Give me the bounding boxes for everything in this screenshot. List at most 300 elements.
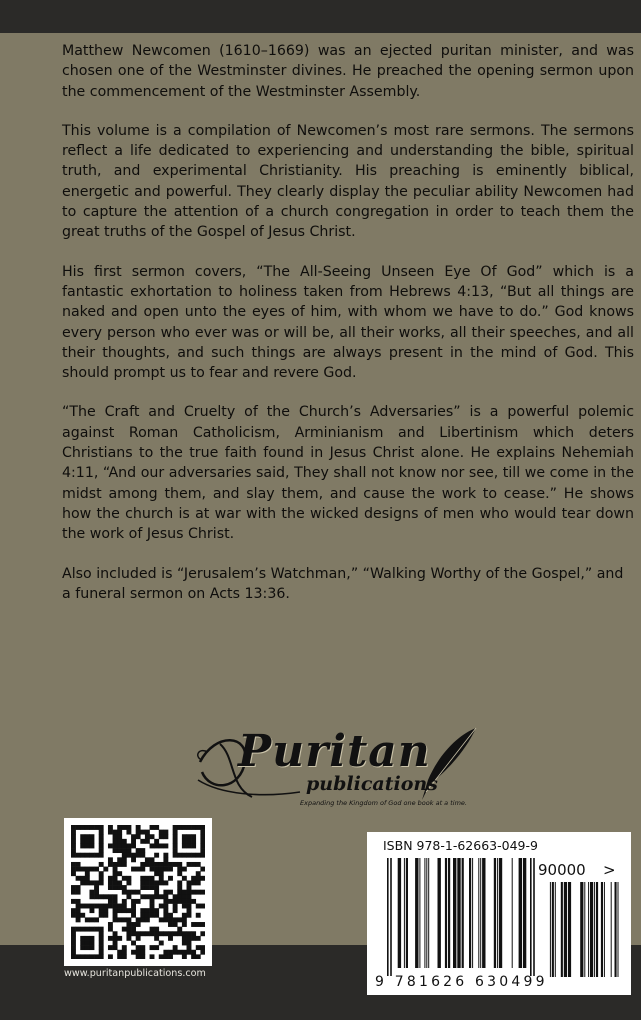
qr-module [85, 927, 90, 932]
qr-module [150, 857, 155, 862]
qr-module [191, 880, 196, 885]
qr-module [126, 825, 131, 830]
qr-module [126, 848, 131, 853]
qr-module [117, 954, 122, 959]
qr-module [108, 922, 113, 927]
qr-module [108, 927, 113, 932]
qr-module [168, 954, 173, 959]
qr-module [154, 867, 159, 872]
qr-module [136, 834, 141, 839]
qr-module [173, 899, 178, 904]
qr-module [159, 941, 164, 946]
qr-module [154, 825, 159, 830]
qr-module [117, 839, 122, 844]
qr-module [94, 917, 99, 922]
qr-module [150, 954, 155, 959]
qr-module [113, 941, 118, 946]
qr-module [145, 913, 150, 918]
qr-module [150, 843, 155, 848]
barcode-bar [519, 858, 522, 968]
qr-module [163, 954, 168, 959]
qr-module [136, 936, 141, 941]
qr-module [99, 894, 104, 899]
qr-module [173, 848, 178, 853]
qr-module [154, 862, 159, 867]
qr-module [150, 834, 155, 839]
qr-module [154, 853, 159, 858]
qr-module [150, 899, 155, 904]
qr-module [122, 899, 127, 904]
barcode-bar [550, 882, 551, 977]
qr-module [187, 945, 192, 950]
qr-module [89, 890, 94, 895]
barcode-bar [387, 858, 389, 976]
qr-module [99, 853, 104, 858]
qr-module [140, 880, 145, 885]
qr-module [71, 899, 76, 904]
qr-module [122, 927, 127, 932]
qr-module [173, 843, 178, 848]
qr-module [131, 839, 136, 844]
qr-module [173, 894, 178, 899]
qr-module [117, 857, 122, 862]
qr-module [99, 950, 104, 955]
qr-module [99, 941, 104, 946]
qr-module [163, 908, 168, 913]
qr-module [136, 954, 141, 959]
barcode-bar [533, 858, 535, 976]
qr-module [150, 931, 155, 936]
qr-module [150, 894, 155, 899]
qr-module [200, 904, 205, 909]
qr-module [94, 853, 99, 858]
qr-module [163, 853, 168, 858]
barcode-bar [457, 858, 460, 968]
barcode-bar [618, 882, 619, 977]
qr-module [126, 830, 131, 835]
qr-module [80, 927, 85, 932]
qr-module [85, 853, 90, 858]
qr-module [154, 880, 159, 885]
qr-module [163, 899, 168, 904]
qr-module [131, 908, 136, 913]
qr-module [126, 922, 131, 927]
qr-module [80, 843, 85, 848]
qr-module [85, 904, 90, 909]
barcode-bar [419, 858, 420, 968]
barcode-bar [555, 882, 556, 977]
qr-module [173, 917, 178, 922]
qr-module [122, 857, 127, 862]
qr-module [150, 904, 155, 909]
website-url: www.puritanpublications.com [64, 968, 206, 979]
qr-module [99, 936, 104, 941]
qr-module [94, 880, 99, 885]
qr-module [89, 936, 94, 941]
qr-module [140, 876, 145, 881]
barcode-bar [453, 858, 456, 968]
qr-module [200, 945, 205, 950]
qr-module [113, 913, 118, 918]
qr-module [85, 867, 90, 872]
barcode-bar [611, 882, 612, 977]
publisher-logo [190, 722, 490, 812]
qr-module [71, 848, 76, 853]
qr-module [182, 890, 187, 895]
qr-module [89, 954, 94, 959]
barcode-bar [523, 858, 526, 968]
qr-module [150, 908, 155, 913]
qr-module [94, 927, 99, 932]
qr-module [163, 950, 168, 955]
qr-module [131, 922, 136, 927]
qr-module [122, 825, 127, 830]
qr-module [117, 834, 122, 839]
qr-module [163, 880, 168, 885]
qr-module [154, 936, 159, 941]
qr-module [108, 899, 113, 904]
qr-module [99, 825, 104, 830]
top-dark-band [0, 0, 641, 33]
barcode-bar [561, 882, 563, 977]
qr-module [168, 931, 173, 936]
qr-module [113, 931, 118, 936]
qr-module [113, 936, 118, 941]
description-paragraph-second-sermon: “The Craft and Cruelty of the Church’s Adversaries” is a powerful polemic against Roman Catholicism, Arminianism and Libertinism which deters Christians to the true faith found in Jesus Christ alone. He explains Nehemiah 4:11, “And our adversaries said, They shall not know nor see, till we come in the midst among them, and slay them, and cause the work to cease.” He shows how the church is at war with the wicked designs of men who would tear down the work of Jesus Christ. [62, 404, 634, 543]
qr-module [131, 927, 136, 932]
qr-module [126, 880, 131, 885]
qr-module [182, 941, 187, 946]
qr-module [154, 913, 159, 918]
barcode-bar [594, 882, 595, 977]
qr-module [173, 853, 178, 858]
qr-module [140, 830, 145, 835]
qr-module [187, 936, 192, 941]
barcode-bar [590, 882, 593, 977]
qr-module [154, 908, 159, 913]
qr-module [187, 834, 192, 839]
qr-module [182, 894, 187, 899]
qr-module [187, 843, 192, 848]
qr-module [76, 954, 81, 959]
qr-module [173, 825, 178, 830]
qr-module [150, 885, 155, 890]
qr-module [71, 913, 76, 918]
qr-module [131, 890, 136, 895]
qr-module [177, 871, 182, 876]
qr-module [117, 917, 122, 922]
qr-module [108, 894, 113, 899]
qr-module [122, 885, 127, 890]
qr-module [173, 830, 178, 835]
qr-module [173, 834, 178, 839]
qr-module [76, 908, 81, 913]
qr-module [145, 894, 150, 899]
qr-module [108, 825, 113, 830]
qr-module [136, 917, 141, 922]
description-paragraph-author: Matthew Newcomen (1610–1669) was an ejected puritan minister, and was chosen one of the Westminster divines. He preached the opening sermon upon the commencement of the Westminster Assembly. [62, 43, 634, 100]
barcode-bar [615, 882, 617, 977]
qr-module [163, 917, 168, 922]
qr-module [145, 857, 150, 862]
qr-module [163, 834, 168, 839]
qr-module [99, 843, 104, 848]
barcode-bar [472, 858, 473, 968]
qr-module [187, 941, 192, 946]
qr-module [108, 904, 113, 909]
qr-module [196, 890, 201, 895]
qr-module [168, 890, 173, 895]
qr-module [122, 839, 127, 844]
barcode-bar [424, 858, 425, 968]
qr-module [71, 927, 76, 932]
qr-module [177, 931, 182, 936]
qr-module [76, 862, 81, 867]
qr-module [89, 843, 94, 848]
qr-module [117, 885, 122, 890]
qr-module [154, 839, 159, 844]
qr-module [196, 880, 201, 885]
qr-module [99, 862, 104, 867]
qr-module [145, 880, 150, 885]
barcode-bar [604, 882, 605, 977]
qr-module [131, 857, 136, 862]
qr-module [89, 853, 94, 858]
qr-module [191, 931, 196, 936]
qr-module [113, 830, 118, 835]
qr-module [113, 908, 118, 913]
barcode-bar [601, 882, 603, 977]
qr-module [182, 913, 187, 918]
qr-module [187, 904, 192, 909]
qr-module [163, 904, 168, 909]
qr-module [191, 862, 196, 867]
qr-module [191, 825, 196, 830]
qr-module [145, 876, 150, 881]
qr-module [140, 950, 145, 955]
qr-module [136, 899, 141, 904]
qr-module [89, 825, 94, 830]
qr-module [94, 894, 99, 899]
ean13-barcode-icon [367, 832, 631, 995]
qr-module [168, 913, 173, 918]
qr-module [85, 941, 90, 946]
qr-module [182, 853, 187, 858]
qr-module [71, 890, 76, 895]
qr-module [200, 950, 205, 955]
qr-module [159, 904, 164, 909]
qr-module [182, 904, 187, 909]
qr-module [168, 917, 173, 922]
qr-module [196, 954, 201, 959]
qr-module [196, 913, 201, 918]
qr-module [85, 954, 90, 959]
qr-module [85, 834, 90, 839]
barcode-bar [398, 858, 401, 968]
qr-module [200, 853, 205, 858]
qr-module [191, 936, 196, 941]
barcode-bar [462, 858, 464, 968]
qr-module [168, 876, 173, 881]
barcode-bar [406, 858, 408, 968]
qr-module [89, 894, 94, 899]
qr-module [182, 954, 187, 959]
barcode-bar [552, 882, 554, 977]
barcode-bar [469, 858, 471, 968]
isbn-label: ISBN 978-1-62663-049-9 [383, 838, 538, 853]
qr-module [89, 945, 94, 950]
barcode-bar [564, 882, 567, 977]
qr-module [145, 885, 150, 890]
barcode-bar [480, 858, 481, 968]
qr-module [85, 843, 90, 848]
qr-module [117, 825, 122, 830]
qr-code [64, 818, 212, 966]
qr-module [168, 936, 173, 941]
qr-module [191, 834, 196, 839]
qr-module [108, 880, 113, 885]
qr-module [177, 894, 182, 899]
qr-module [76, 899, 81, 904]
qr-module [150, 876, 155, 881]
qr-module [182, 839, 187, 844]
qr-module [113, 862, 118, 867]
qr-module [126, 908, 131, 913]
qr-module [71, 853, 76, 858]
qr-module [145, 917, 150, 922]
qr-module [80, 825, 85, 830]
description-paragraph-first-sermon: His first sermon covers, “The All-Seeing Unseen Eye Of God” which is a fantastic exhortation to holiness taken from Hebrews 4:13, “But all things are naked and open unto the eyes of him, with whom we have to do.” God knows every person who ever was or will be, all their works, all their speeches, and all their thoughts, and such things are always present in the mind of God. This should prompt us to fear and revere God. [62, 263, 634, 382]
qr-module [71, 867, 76, 872]
qr-module [71, 936, 76, 941]
qr-module [94, 890, 99, 895]
qr-module [163, 890, 168, 895]
qr-module [140, 954, 145, 959]
barcode-bar [438, 858, 441, 968]
qr-module [99, 871, 104, 876]
barcode-bar [596, 882, 598, 977]
qr-module [173, 839, 178, 844]
qr-module [117, 936, 122, 941]
qr-module [140, 853, 145, 858]
qr-module [187, 950, 192, 955]
qr-module [191, 853, 196, 858]
logo-subtitle: publications [306, 773, 438, 795]
qr-module [173, 908, 178, 913]
qr-module [196, 853, 201, 858]
qr-module [154, 890, 159, 895]
qr-module [196, 904, 201, 909]
qr-module [99, 927, 104, 932]
qr-module [122, 950, 127, 955]
qr-module [80, 876, 85, 881]
barcode-bar [530, 858, 532, 976]
isbn-digits: 9 781626 630499 [375, 974, 548, 990]
qr-module [196, 862, 201, 867]
qr-module [80, 867, 85, 872]
book-description [62, 41, 634, 623]
qr-module [177, 899, 182, 904]
qr-module [80, 839, 85, 844]
qr-module [108, 862, 113, 867]
qr-module [187, 862, 192, 867]
qr-module [94, 825, 99, 830]
qr-module [80, 954, 85, 959]
qr-module [108, 876, 113, 881]
qr-module [159, 830, 164, 835]
qr-module [80, 834, 85, 839]
qr-module [99, 830, 104, 835]
qr-module [113, 839, 118, 844]
qr-module [85, 825, 90, 830]
qr-module [191, 839, 196, 844]
qr-module [99, 908, 104, 913]
qr-module [196, 936, 201, 941]
qr-module [131, 843, 136, 848]
qr-module [163, 867, 168, 872]
qr-module [173, 950, 178, 955]
qr-module [131, 899, 136, 904]
qr-module [99, 913, 104, 918]
qr-module [163, 931, 168, 936]
qr-code-icon [71, 825, 205, 959]
qr-module [177, 862, 182, 867]
qr-module [126, 936, 131, 941]
qr-module [108, 945, 113, 950]
qr-module [200, 867, 205, 872]
qr-module [71, 885, 76, 890]
qr-module [173, 922, 178, 927]
qr-module [200, 843, 205, 848]
qr-module [154, 894, 159, 899]
qr-module [196, 825, 201, 830]
logo-name: Puritan [238, 726, 431, 777]
qr-module [71, 862, 76, 867]
barcode-bar [580, 882, 583, 977]
qr-module [71, 834, 76, 839]
qr-module [89, 941, 94, 946]
qr-module [122, 862, 127, 867]
qr-module [159, 843, 164, 848]
qr-module [136, 950, 141, 955]
qr-module [113, 848, 118, 853]
qr-module [173, 904, 178, 909]
qr-module [122, 908, 127, 913]
qr-module [80, 904, 85, 909]
qr-module [126, 853, 131, 858]
qr-module [117, 843, 122, 848]
barcode-bar [588, 882, 589, 977]
qr-module [187, 839, 192, 844]
qr-module [177, 917, 182, 922]
qr-module [187, 890, 192, 895]
qr-module [108, 885, 113, 890]
qr-module [145, 862, 150, 867]
qr-module [126, 843, 131, 848]
barcode-bar [426, 858, 427, 968]
qr-module [113, 917, 118, 922]
qr-module [117, 904, 122, 909]
qr-module [80, 853, 85, 858]
qr-module [126, 917, 131, 922]
qr-module [136, 931, 141, 936]
barcode-bar [415, 858, 418, 968]
qr-module [140, 867, 145, 872]
qr-module [177, 867, 182, 872]
qr-module [126, 931, 131, 936]
qr-module [154, 843, 159, 848]
qr-module [113, 894, 118, 899]
